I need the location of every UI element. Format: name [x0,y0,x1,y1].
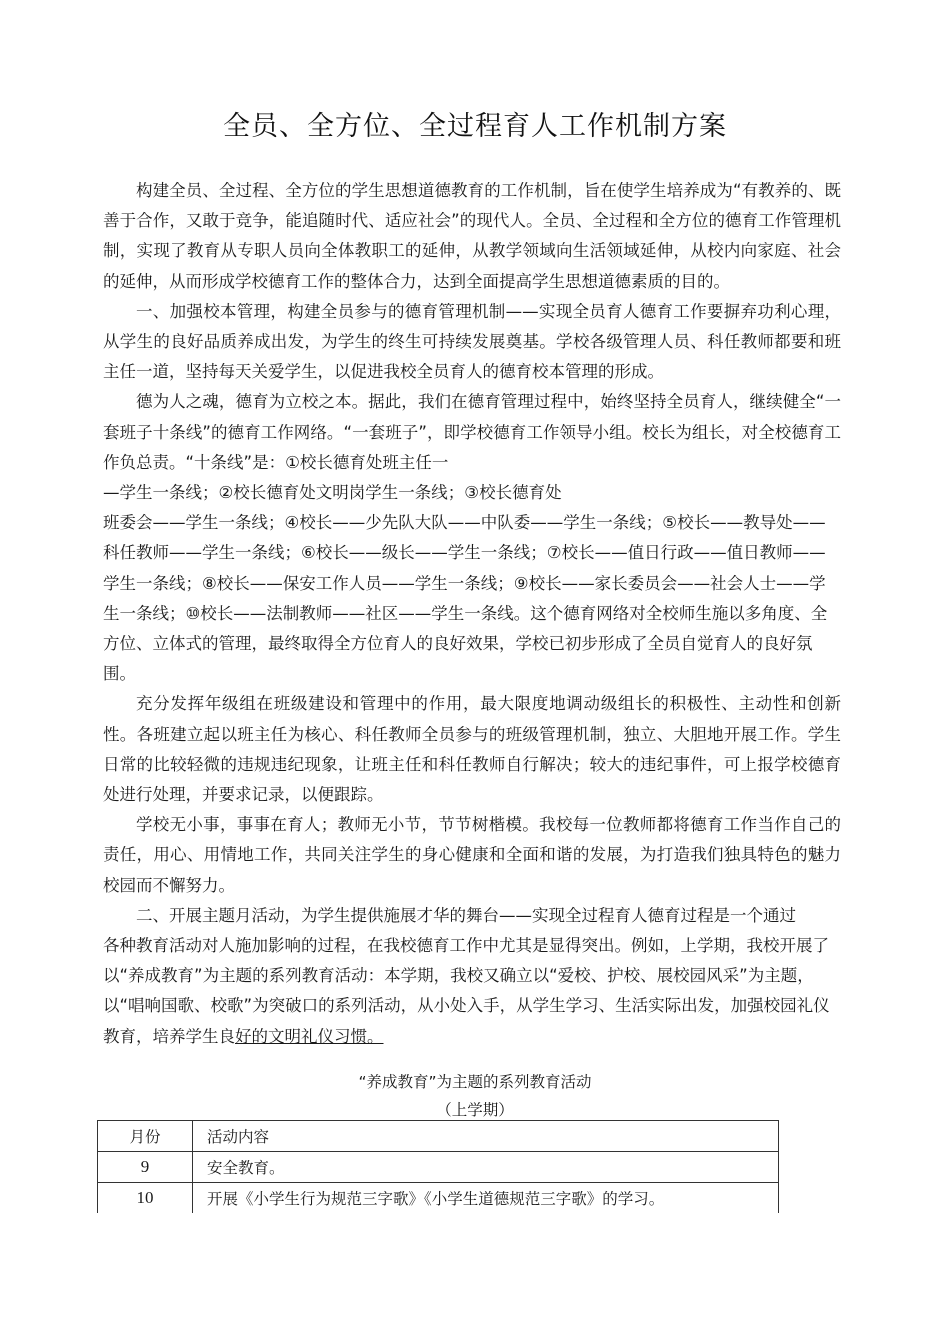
underlined-text: 好的文明礼仪习惯。 [235,1026,384,1046]
paragraph-network-lines: 班委会——学生一条线；④校长——少先队大队——中队委——学生一条线；⑤校长——教导处——科任教师——学生一条线；⑥校长——级长——学生一条线；⑦校长——值日行政——值日教师——学生一条线；⑧校长——保安工作人员——学生一条线；⑨校长——家长委员会——社会人士——学生一条线；⑩校长——法制教师——社区——学生一条线。这个德育网络对全校师生施以多角度、全方位、立体式的管理，最终取得全方位育人的良好效果，学校已初步形成了全员自觉育人的良好氛围。 [103,513,828,684]
paragraph-section-one: 一、加强校本管理，构建全员参与的德育管理机制——实现全员育人德育工作要摒弃功利心理，从学生的良好品质养成出发，为学生的终生可持续发展奠基。学校各级管理人员、科任教师都要和班主任一道，坚持每天关爱学生，以促进我校全员育人的德育校本管理的形成。 [103,301,841,382]
header-content: 活动内容 [193,1121,779,1152]
row-content: 安全教育。 [193,1152,779,1183]
document-title: 全员、全方位、全过程育人工作机制方案 [223,111,727,142]
table-row [98,1183,779,1214]
document-body [103,176,841,1052]
paragraph-teachers: 学校无小事，事事在育人；教师无小节，节节树楷模。我校每一位教师都将德育工作当作自己的责任，用心、用情地工作，共同关注学生的身心健康和全面和谐的发展，为打造我们独具特色的魅力校园而不懈努力。 [103,815,841,895]
row-month: 9 [98,1152,193,1183]
paragraph-network-line-2: —学生一条线；②校长德育处文明岗学生一条线；③校长德育处 [103,483,562,503]
paragraph-intro: 构建全员、全过程、全方位的学生思想道德教育的工作机制，旨在使学生培养成为“有教养的、既善于合作，又敢于竞争，能追随时代、适应社会”的现代人。全员、全过程和全方位的德育工作管理机制，实现了教育从专职人员向全体教职工的延伸，从教学领域向生活领域延伸，从校内向家庭、社会的延伸，从而形成学校德育工作的整体合力，达到全面提高学生思想道德素质的目的。 [103,181,841,291]
table-subcaption: （上学期） [436,1101,514,1119]
paragraph-network-lead: 德为人之魂，德育为立校之本。据此，我们在德育管理过程中，始终坚持全员育人，继续健全“一套班子十条线”的德育工作网络。“一套班子”，即学校德育工作领导小组。校长为组长，对全校德育工作负总责。“十条线”是：①校长德育处班主任一 [103,392,841,472]
paragraph-section-two-lead: 二、开展主题月活动，为学生提供施展才华的舞台——实现全过程育人德育过程是一个通过 [136,905,796,925]
paragraph-section-two-body [103,931,841,1052]
paragraph-section-two-text: 各种教育活动对人施加影响的过程，在我校德育工作中尤其是显得突出。例如，上学期，我校开展了以“养成教育”为主题的系列教育活动：本学期，我校又确立以“爱校、护校、展校园风采”为主题，以“唱响国歌、校歌”为突破口的系列活动，从小处入手，从学生学习、生活实际出发，加强校园礼仪教育，培养学生良 [103,936,830,1046]
activities-table [97,1120,779,1213]
row-content: 开展《小学生行为规范三字歌》《小学生道德规范三字歌》的学习。 [193,1183,779,1214]
table-caption: “养成教育”为主题的系列教育活动 [358,1073,592,1091]
header-month: 月份 [98,1121,193,1152]
paragraph-grade-groups: 充分发挥年级组在班级建设和管理中的作用，最大限度地调动级组长的积极性、主动性和创新性。各班建立起以班主任为核心、科任教师全员参与的班级管理机制，独立、大胆地开展工作。学生日常的比较轻微的违规违纪现象，让班主任和科任教师自行解决；较大的违纪事件，可上报学校德育处进行处理，并要求记录，以便跟踪。 [103,694,841,805]
table-row [98,1152,779,1183]
table-header-row [98,1121,779,1152]
row-month: 10 [98,1183,193,1214]
